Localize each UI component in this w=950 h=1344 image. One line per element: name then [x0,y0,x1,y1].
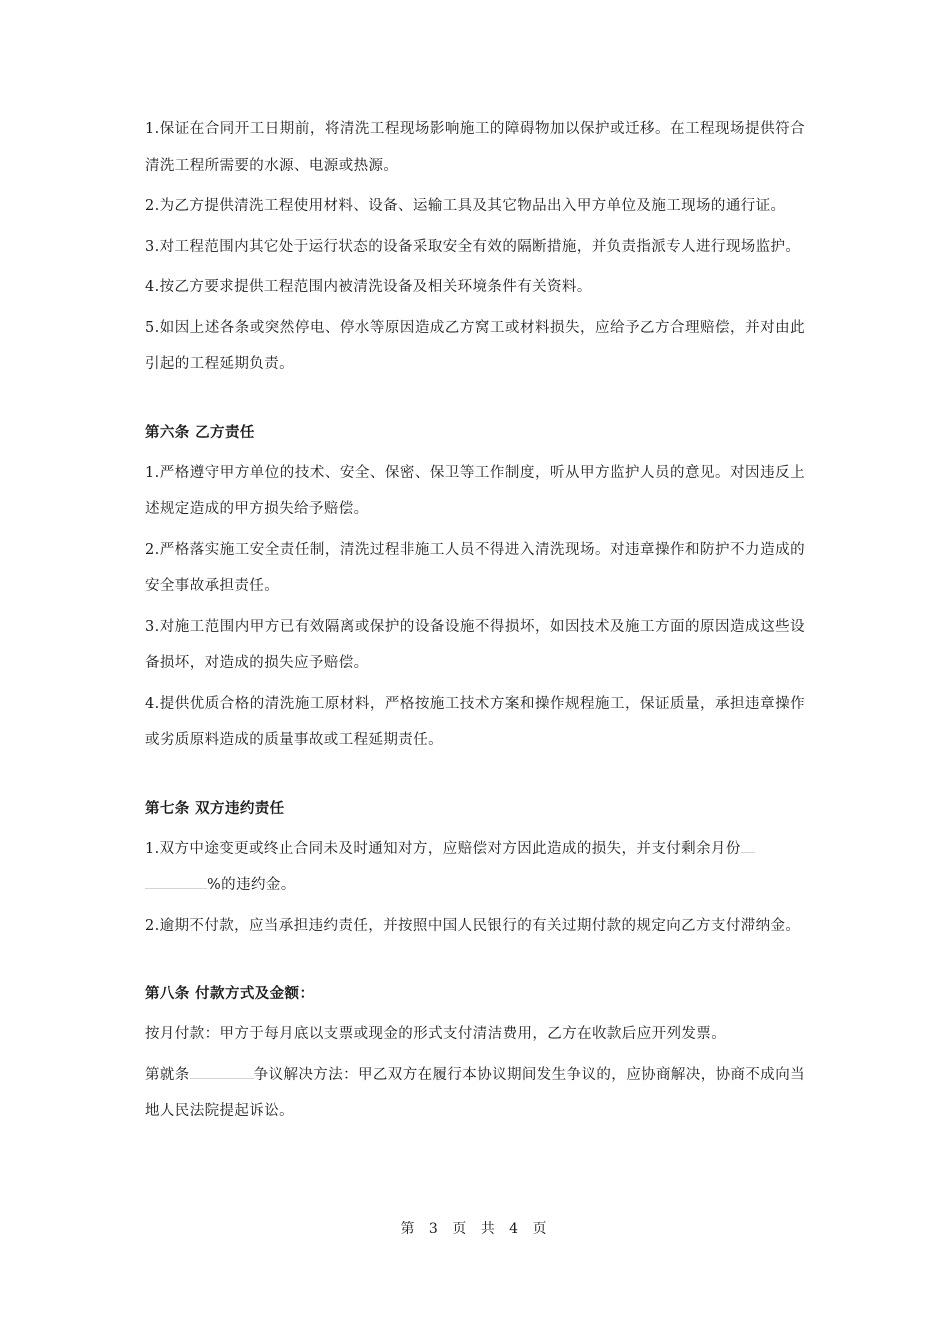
article-6-item-3: 3.对施工范围内甲方已有效隔离或保护的设备设施不得损坏，如因技术及施工方面的原因造成这些设备损坏，对造成的损失应予赔偿。 [145,618,805,671]
article-7-item-1-text: 1.双方中途变更或终止合同未及时通知对方，应赔偿对方因此造成的损失，并支付剩余月份 [145,840,741,857]
party-a-duties [145,111,805,383]
article-7-item-1 [145,831,805,904]
party-a-duty-5: 5.如因上述各条或突然停电、停水等原因造成乙方窝工或材料损失，应给予乙方合理赔偿，并对由此引起的工程延期负责。 [145,319,805,372]
party-a-duty-2: 2.为乙方提供清洗工程使用材料、设备、运输工具及其它物品出入甲方单位及施工现场的通行证。 [145,198,786,214]
document-body [145,111,805,1134]
article-8-title: 第八条 付款方式及金额： [145,986,315,1002]
page-footer [0,1218,950,1238]
article-7 [145,791,805,945]
article-number-blank [190,1062,254,1079]
article-7-title: 第七条 双方违约责任 [145,800,285,817]
article-7-item-2: 2.逾期不付款，应当承担违约责任，并按照中国人民银行的有关过期付款的规定向乙方支付滞纳金。 [145,917,801,934]
dispute-clause-prefix: 第就条 [145,1066,190,1083]
footer-label-ye-2: 页 [532,1221,550,1237]
footer-label-ye: 页 [452,1221,470,1237]
payment-terms: 按月付款：甲方于每月底以支票或现金的形式支付清洁费用，乙方在收款后应开列发票。 [145,1026,727,1042]
article-6-item-1: 1.严格遵守甲方单位的技术、安全、保密、保卫等工作制度，听从甲方监护人员的意见。对因违反上述规定造成的甲方损失给予赔偿。 [145,464,805,517]
article-6-item-2: 2.严格落实施工安全责任制，清洗过程非施工人员不得进入清洗现场。对违章操作和防护不力造成的安全事故承担责任。 [145,541,805,594]
footer-label-gong: 共 [480,1221,498,1237]
party-a-duty-1: 1.保证在合同开工日期前，将清洗工程现场影响施工的障碍物加以保护或迁移。在工程现场提供符合清洗工程所需要的水源、电源或热源。 [145,121,805,174]
penalty-percent-blank [145,872,207,889]
article-6 [145,415,805,759]
dispute-clause-text: 争议解决方法：甲乙双方在履行本协议期间发生争议的，应协商解决，协商不成向当地人民法院提起诉讼。 [145,1066,805,1119]
footer-label-di: 第 [400,1221,418,1237]
current-page-number: 3 [428,1221,441,1237]
article-7-item-1-suffix: %的违约金。 [207,877,296,893]
party-a-duty-4: 4.按乙方要求提供工程范围内被清洗设备及相关环境条件有关资料。 [145,279,592,295]
penalty-blank-tail [741,836,755,853]
dispute-clause [145,1057,805,1130]
article-6-item-4: 4.提供优质合格的清洗施工原材料，严格按施工技术方案和操作规程施工，保证质量，承担违章操作或劣质原料造成的质量事故或工程延期责任。 [145,695,805,748]
total-page-number: 4 [509,1221,522,1237]
party-a-duty-3: 3.对工程范围内其它处于运行状态的设备采取安全有效的隔断措施，并负责指派专人进行现场监护。 [145,238,801,255]
article-8 [145,976,805,1130]
article-6-title: 第六条 乙方责任 [145,424,255,441]
